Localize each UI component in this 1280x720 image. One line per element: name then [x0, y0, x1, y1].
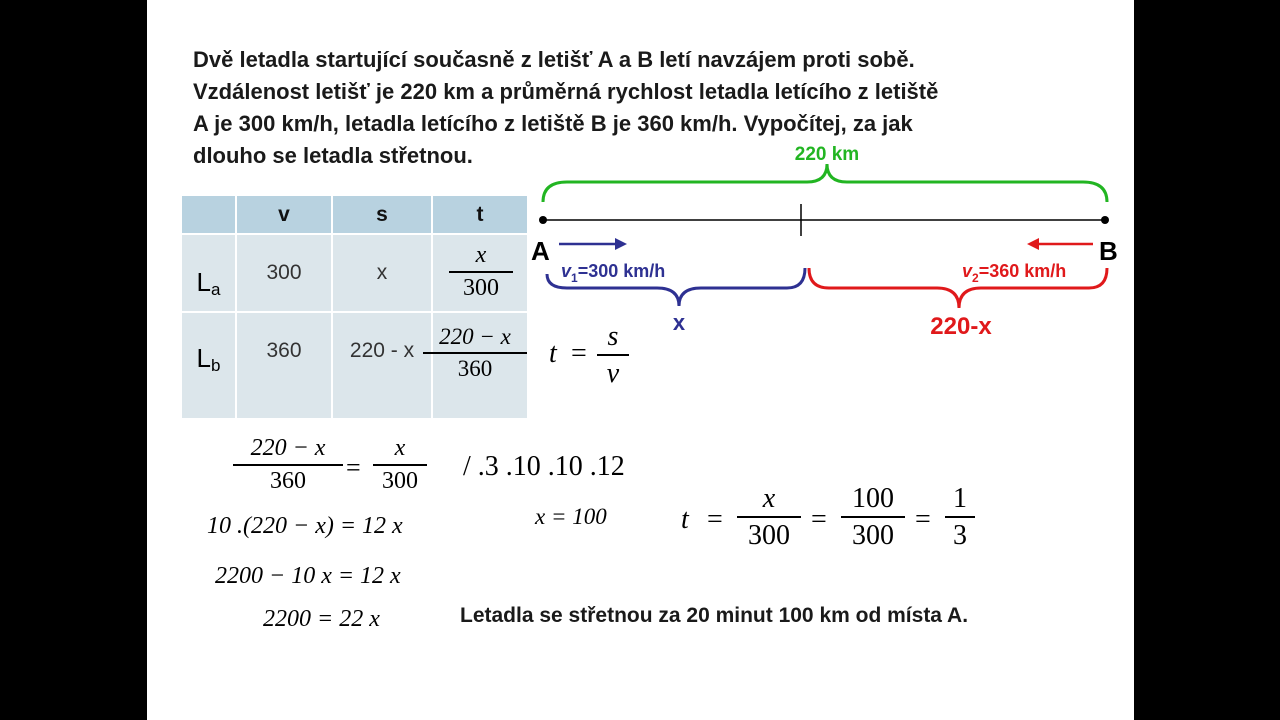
formula-t: t: [549, 338, 557, 369]
equation-line-3: 2200 − 10 x = 12 x: [215, 563, 401, 589]
point-a-label: A: [531, 236, 550, 266]
x-result: x = 100: [535, 504, 607, 529]
table-corner-cell: [182, 196, 235, 233]
left-part-label: x: [672, 310, 686, 335]
right-part-label: 220-x: [930, 313, 992, 340]
point-a-dot: [539, 216, 547, 224]
v1-label: $v_1=300$ km/h: [561, 261, 666, 285]
time-equals-2: =: [811, 504, 827, 535]
slide: [147, 0, 1134, 720]
equation-multiplier: / .3 .10 .10 .12: [463, 451, 625, 482]
table-header-t: t: [433, 196, 527, 233]
problem-line: dlouho se letadla střetnou.: [193, 143, 473, 168]
time-equals-1: =: [707, 504, 723, 535]
fraction-x-over-300: x 300: [449, 243, 513, 301]
table-row-label-la: $L_a$: [182, 235, 235, 311]
equation-left-fraction: 220 − x 360: [233, 436, 343, 494]
time-fraction-100-over-300: 100 300: [841, 484, 905, 550]
fraction-220-minus-x-over-360: 220 − x 360: [423, 325, 527, 381]
total-distance-label: 220 km: [794, 144, 860, 165]
problem-line: Dvě letadla startující současně z letišť A a B letí navzájem proti sobě.: [193, 47, 915, 72]
arrow-b-icon: [1027, 238, 1039, 250]
v2-label: $v_2=360$ km/h: [962, 261, 1067, 285]
table-cell-t: [433, 313, 527, 418]
distance-diagram: [527, 140, 1127, 340]
formula-s-over-v: s v: [597, 322, 629, 388]
table-header-v: v: [237, 196, 331, 233]
table-header-s: s: [333, 196, 431, 233]
equation-right-fraction: x 300: [373, 436, 427, 494]
equation-line-4: 2200 = 22 x: [263, 606, 380, 632]
velocity-table: [182, 196, 527, 418]
problem-line: Vzdálenost letišť je 220 km a průměrná rychlost letadla letícího z letiště: [193, 79, 939, 104]
time-equals-3: =: [915, 504, 931, 535]
conclusion-text: Letadla se střetnou za 20 minut 100 km od místa A.: [460, 604, 969, 627]
table-cell-v: 360: [237, 313, 331, 418]
formula-equals: =: [571, 338, 587, 369]
table-cell-t: [433, 235, 527, 311]
table-cell-v: 300: [237, 235, 331, 311]
equation-line-2: 10 .(220 − x) = 12 x: [207, 513, 403, 539]
table-row-label-lb: $L_b$: [182, 313, 235, 418]
time-t: t: [681, 504, 689, 535]
problem-line: A je 300 km/h, letadla letícího z letiště B je 360 km/h. Vypočítej, za jak: [193, 111, 913, 136]
time-fraction-1-over-3: 1 3: [945, 484, 975, 550]
table-cell-s: x: [333, 235, 431, 311]
total-brace: [543, 164, 1107, 202]
point-b-label: B: [1099, 236, 1118, 266]
table-cell-s: 220 - x: [333, 313, 431, 418]
arrow-a-icon: [615, 238, 627, 250]
point-b-dot: [1101, 216, 1109, 224]
time-fraction-x-over-300: x 300: [737, 484, 801, 550]
equation-equals: =: [346, 453, 361, 482]
